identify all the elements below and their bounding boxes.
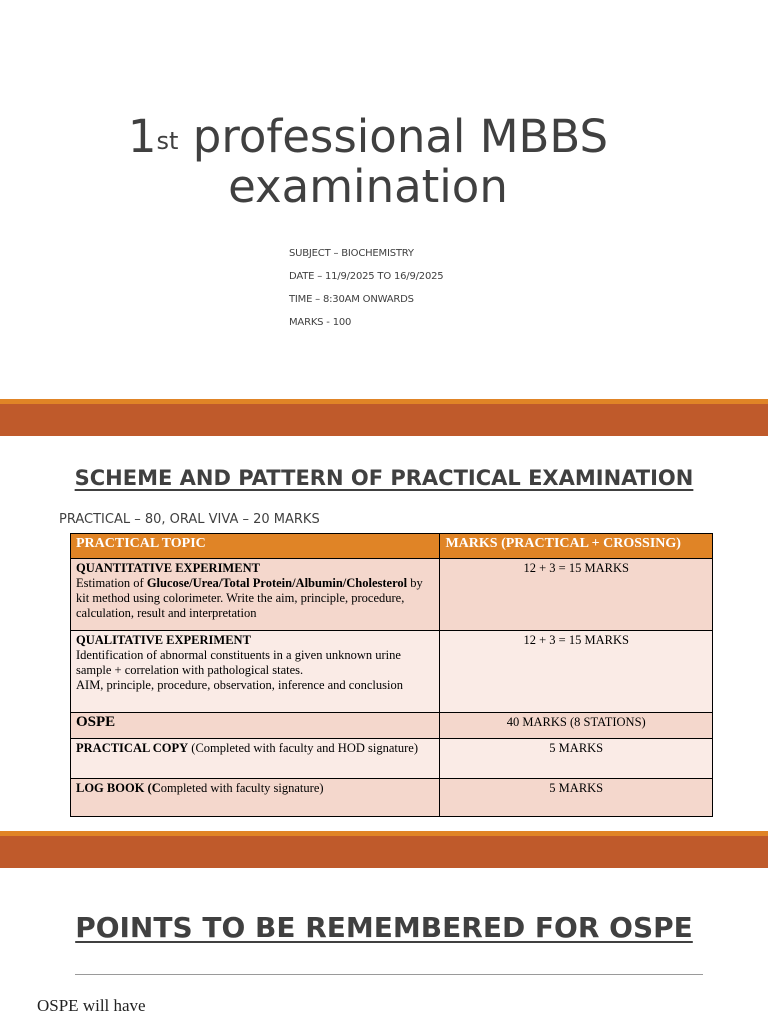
header-marks: MARKS (PRACTICAL + CROSSING)	[440, 534, 713, 559]
info-time: TIME – 8:30AM ONWARDS	[289, 294, 414, 305]
topic-desc: (Completed with faculty and HOD signature)	[188, 741, 418, 755]
marks-cell: 5 MARKS	[440, 739, 713, 779]
topic-desc-bold: Glucose/Urea/Total Protein/Albumin/Cholesterol	[146, 576, 408, 590]
title-ordinal-number: 1	[127, 110, 157, 163]
topic-desc: Identification of abnormal constituents in a given unknown urine sample + correlation with pathological states.	[76, 648, 401, 677]
topic-title: LOG BOOK (C	[76, 781, 161, 795]
ospe-intro-text: OSPE will have	[37, 996, 146, 1015]
table-row	[71, 559, 713, 631]
info-marks: MARKS - 100	[289, 317, 352, 328]
topic-title: OSPE	[76, 714, 116, 730]
slide-title	[0, 112, 736, 212]
table-header-row	[71, 534, 713, 559]
topic-cell	[71, 631, 440, 713]
scheme-heading: SCHEME AND PATTERN OF PRACTICAL EXAMINATION	[74, 466, 694, 490]
topic-cell	[71, 739, 440, 779]
info-subject: SUBJECT – BIOCHEMISTRY	[289, 248, 414, 259]
heading-rule	[75, 974, 703, 975]
topic-cell	[71, 779, 440, 817]
table-row	[71, 739, 713, 779]
exam-info	[289, 246, 443, 338]
topic-desc-prefix: Estimation of	[76, 576, 147, 590]
table-row	[71, 779, 713, 817]
marks-cell: 40 MARKS (8 STATIONS)	[440, 713, 713, 739]
table-row	[71, 631, 713, 713]
slide-divider-band	[0, 399, 768, 436]
title-line-1	[0, 112, 736, 162]
info-date: DATE – 11/9/2025 TO 16/9/2025	[289, 271, 444, 282]
topic-cell	[71, 559, 440, 631]
topic-cell	[71, 713, 440, 739]
topic-desc: ompleted with faculty signature)	[160, 781, 324, 795]
title-line1-text: professional MBBS	[178, 110, 609, 163]
topic-desc-suffix: by kit method using colorimeter. Write the aim, principle, procedure, calculation, result and interpretation	[76, 576, 423, 620]
marks-cell: 5 MARKS	[440, 779, 713, 817]
topic-title: QUALITATIVE EXPERIMENT	[76, 633, 251, 647]
title-ordinal-suffix: st	[156, 127, 179, 155]
points-heading: POINTS TO BE REMEMBERED FOR OSPE	[75, 911, 693, 944]
marks-cell: 12 + 3 = 15 MARKS	[440, 559, 713, 631]
title-line-2: examination	[228, 160, 508, 213]
topic-title: QUANTITATIVE EXPERIMENT	[76, 561, 260, 575]
slide-divider-band	[0, 831, 768, 868]
header-practical-topic: PRACTICAL TOPIC	[71, 534, 440, 559]
scheme-table	[70, 533, 713, 817]
topic-title: PRACTICAL COPY	[76, 741, 189, 755]
marks-cell: 12 + 3 = 15 MARKS	[440, 631, 713, 713]
topic-desc: AIM, principle, procedure, observation, inference and conclusion	[76, 678, 403, 692]
table-row	[71, 713, 713, 739]
practical-marks-line: PRACTICAL – 80, ORAL VIVA – 20 MARKS	[59, 512, 320, 527]
